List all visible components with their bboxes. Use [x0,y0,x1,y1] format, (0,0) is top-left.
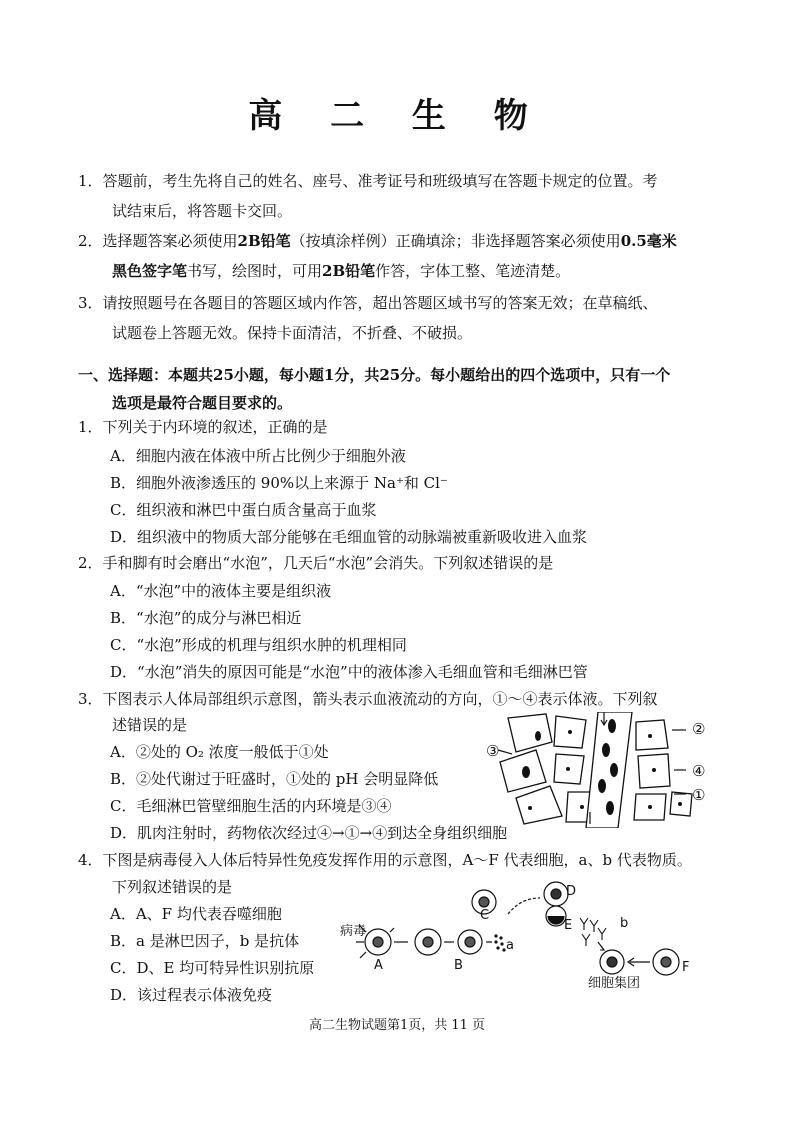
question-3-stem-cont: 述错误的是 [112,716,188,734]
q3-option-b: B．②处代谢过于旺盛时，①处的 pH 会明显降低 [110,770,439,788]
fig4-label-f: F [682,960,690,975]
question-4-stem: 4．下图是病毒侵入人体后特异性免疫发挥作用的示意图，A～F 代表细胞，a、b 代表物质。 [78,851,692,869]
q2-option-b: B．“水泡”的成分与淋巴相近 [110,609,302,627]
fig3-label-2: ② [692,720,706,738]
question-1-stem: 1．下列关于内环境的叙述，正确的是 [78,418,328,436]
fig4-label-b-cell: B [454,958,463,973]
page-title: 高 二 生 物 [248,96,546,136]
fig4-label-c: C [480,908,490,923]
fig4-label-virus: 病毒 [340,924,367,939]
fig4-label-d: D [566,884,577,899]
q1-option-b: B．细胞外液渗透压的 90%以上来源于 Na⁺和 Cl⁻ [110,474,448,492]
q4-option-a: A．A、F 均代表吞噬细胞 [110,905,282,923]
q1-option-a: A．细胞内液在体液中所占比例少于细胞外液 [110,447,406,465]
fig4-label-a: a [506,938,514,953]
fig4-label-cluster: 细胞集团 [588,976,641,991]
fig4-label-e: E [564,918,573,933]
question-4-stem-cont: 下列叙述错误的是 [112,878,233,896]
question-3-stem: 3．下图表示人体局部组织示意图，箭头表示血液流动的方向，①～④表示体液。下列叙 [78,690,658,708]
fig3-label-1: ① [692,786,706,804]
q4-option-b: B．a 是淋巴因子，b 是抗体 [110,932,300,950]
tissue-diagram [486,712,706,828]
page-footer: 高二生物试题第1页，共 11 页 [308,1018,486,1033]
notice-2: 2．选择题答案必须使用2B铅笔（按填涂样例）正确填涂；非选择题答案必须使用0.5毫米 [78,232,677,250]
notice-1-cont: 试结束后，将答题卡交回。 [112,202,293,220]
q3-option-a: A．②处的 O₂ 浓度一般低于①处 [110,743,329,761]
q4-option-c: C．D、E 均可特异性识别抗原 [110,959,315,977]
q1-option-c: C．组织液和淋巴中蛋白质含量高于血浆 [110,501,377,519]
fig4-label-b: b [620,916,629,931]
fig4-label-a-cell: A [374,958,383,973]
q1-option-d: D．组织液中的物质大部分能够在毛细血管的动脉端被重新吸收进入血浆 [110,528,588,546]
section-heading-cont: 选项是最符合题目要求的。 [112,394,293,412]
q4-option-d: D．该过程表示体液免疫 [110,986,273,1004]
q3-option-c: C．毛细淋巴管壁细胞生活的内环境是③④ [110,797,392,815]
q2-option-a: A．“水泡”中的液体主要是组织液 [110,582,332,600]
q3-option-d: D．肌肉注射时，药物依次经过④→①→④到达全身组织细胞 [110,824,508,842]
q2-option-d: D．“水泡”消失的原因可能是“水泡”中的液体渗入毛细血管和毛细淋巴管 [110,663,588,681]
fig3-label-4: ④ [692,762,706,780]
immune-diagram [336,880,696,990]
q2-option-c: C．“水泡”形成的机理与组织水肿的机理相同 [110,636,407,654]
fig3-label-3: ③ [486,742,500,760]
section-heading: 一、选择题：本题共25小题，每小题1分，共25分。每小题给出的四个选项中，只有一个 [78,366,671,384]
notice-2-cont: 黑色签字笔书写，绘图时，可用2B铅笔作答，字体工整、笔迹清楚。 [112,262,571,280]
notice-3-cont: 试题卷上答题无效。保持卡面清洁，不折叠、不破损。 [112,324,473,342]
notice-1: 1．答题前，考生先将自己的姓名、座号、准考证号和班级填写在答题卡规定的位置。考 [78,172,658,190]
notice-3: 3．请按照题号在各题目的答题区域内作答，超出答题区域书写的答案无效；在草稿纸、 [78,294,658,312]
question-2-stem: 2．手和脚有时会磨出“水泡”，几天后“水泡”会消失。下列叙述错误的是 [78,554,554,572]
